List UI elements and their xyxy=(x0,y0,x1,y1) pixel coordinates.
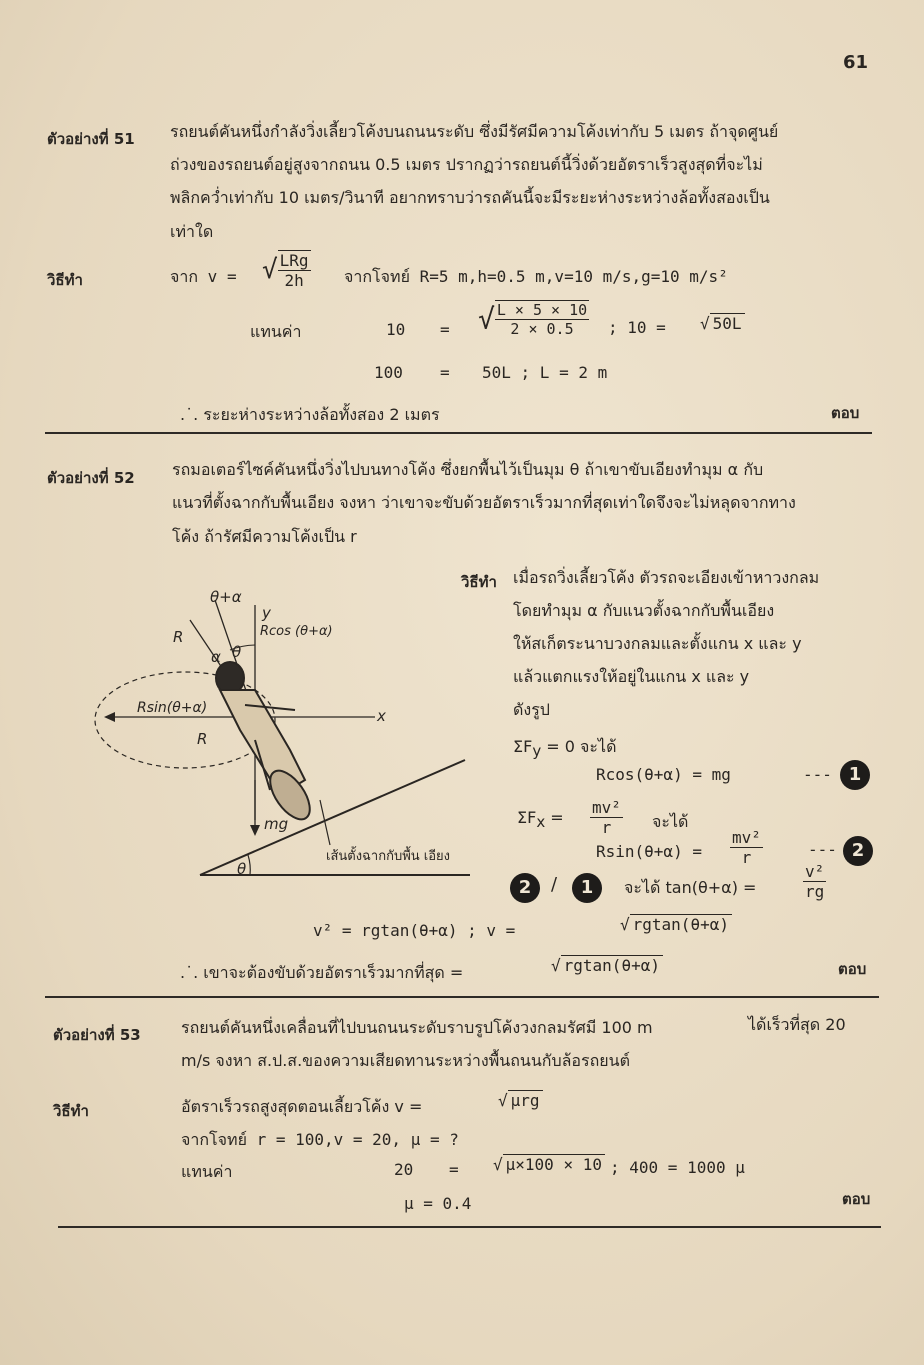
example-53-question-line-1b: ได้เร็วที่สุด 20 xyxy=(748,1015,846,1034)
mu-result: μ = 0.4 xyxy=(404,1194,472,1213)
example-52-label: ตัวอย่างที่ 52 xyxy=(47,469,135,487)
velocity-sqrt: √ rgtan(θ+α) xyxy=(620,914,732,934)
divide-marker-2: 2 xyxy=(510,873,540,903)
sum-fx-result: จะได้ xyxy=(652,812,689,831)
equation-marker-2: 2 xyxy=(843,836,873,866)
example-51-conclusion: .˙. ระยะห่างระหว่างล้อทั้งสอง 2 เมตร xyxy=(180,405,440,424)
example-52-conclusion: .˙. เขาจะต้องขับด้วยอัตราเร็วมากที่สุด = xyxy=(180,963,464,982)
substitute-label: แทนค่า xyxy=(181,1162,233,1181)
example-52-question-line-3: โค้ง ถ้ารัศมีความโค้งเป็น r xyxy=(172,527,357,546)
answer-label: ตอบ xyxy=(842,1190,871,1208)
fraction-numerator: LRg xyxy=(279,251,309,270)
equation-2: Rsin(θ+α) = xyxy=(596,842,702,861)
example-51-solution-label: วิธีทำ xyxy=(47,271,83,289)
example-52-solution-line-5: ดังรูป xyxy=(513,700,550,719)
page-number: 61 xyxy=(843,52,869,73)
example-51-question-line-1: รถยนต์คันหนึ่งกำลังวิ่งเลี้ยวโค้งบนถนนระดับ ซึ่งมีรัศมีความโค้งเท่ากับ 5 เมตร ถ้าจุดศูนย์ xyxy=(170,122,779,141)
base-angle-arc xyxy=(248,855,250,875)
equation-1: Rcos(θ+α) = mg xyxy=(596,765,731,784)
fraction-denominator: 2h xyxy=(284,271,304,290)
conclusion-sqrt: √ rgtan(θ+α) xyxy=(551,955,663,975)
fig-label-y: y xyxy=(262,604,271,622)
example-52-question-line-1: รถมอเตอร์ไซค์คันหนึ่งวิ่งไปบนทางโค้ง ซึ่งยกพื้นไว้เป็นมุม θ ถ้าเขาขับเอียงทำมุม α กับ xyxy=(172,460,764,479)
fig-label-alpha: α xyxy=(211,648,221,666)
fraction-denominator: 2 × 0.5 xyxy=(510,320,574,338)
substitute-lhs: 20 xyxy=(394,1160,414,1179)
example-51-question-line-3: พลิกคว่ำเท่ากับ 10 เมตร/วินาที อยากทราบว่ารถคันนี้จะมีระยะห่างระหว่างล้อทั้งสองเป็น xyxy=(170,188,770,207)
example-53-solution-label: วิธีทำ xyxy=(53,1102,89,1120)
fig-label-r-horizontal: R xyxy=(197,730,208,748)
example-52-solution-label: วิธีทำ xyxy=(461,573,497,591)
velocity-equation: v² = rgtan(θ+α) ; v = xyxy=(313,921,516,940)
example-53-label: ตัวอย่างที่ 53 xyxy=(53,1026,141,1044)
example-51-label: ตัวอย่างที่ 51 xyxy=(47,130,135,148)
mu-rg-sqrt: √ μrg xyxy=(498,1090,543,1110)
equation-2-dash: --- xyxy=(808,840,837,859)
example-53-solution-line-2: จากโจทย์ r = 100,v = 20, μ = ? xyxy=(181,1130,459,1149)
example-53-question-line-2: m/s จงหา ส.ป.ส.ของความเสียดทานระหว่างพื้นถนนกับล้อรถยนต์ xyxy=(181,1051,630,1070)
equation-marker-1: 1 xyxy=(840,760,870,790)
equation-1-dash: --- xyxy=(803,765,832,784)
substitute-lhs: 10 xyxy=(386,320,406,339)
centripetal-arrowhead xyxy=(104,712,115,722)
example-53-solution-line-1: อัตราเร็วรถสูงสุดตอนเลี้ยวโค้ง v = xyxy=(181,1097,423,1116)
equation-2-fraction: $\frac{\text{mv²}}{r}$ xyxy=(732,828,761,867)
example-52-solution-line-1: เมื่อรถวิ่งเลี้ยวโค้ง ตัวรถจะเอียงเข้าหาวงกลม xyxy=(513,568,820,587)
sqrt-50l: √ 50L xyxy=(700,313,745,333)
section-divider xyxy=(58,1226,881,1228)
example-52-solution-line-2: โดยทำมุม α กับแนวตั้งฉากกับพื้นเอียง xyxy=(513,601,775,620)
fraction-numerator: L × 5 × 10 xyxy=(496,301,588,319)
sum-fy-equation: $\Sigma F_y = 0$ จะได้ xyxy=(513,737,617,761)
fig-label-theta: θ xyxy=(232,643,242,661)
tan-fraction: $\frac{\text{v²}}{rg}$ xyxy=(805,862,825,901)
divide-slash: / xyxy=(551,874,558,895)
substitute-rest: ; 400 = 1000 μ xyxy=(610,1158,745,1177)
equals-sign: = xyxy=(440,320,450,339)
sum-fx-fraction: $\frac{\text{mv²}}{r}$ xyxy=(592,798,621,837)
section-divider xyxy=(45,432,872,434)
fig-label-rsin: Rsin(θ+α) xyxy=(137,700,208,716)
fig-label-x: x xyxy=(377,707,386,725)
step-result: 50L ; L = 2 m xyxy=(482,363,608,382)
substitute-label: แทนค่า xyxy=(250,322,302,341)
equals-sign: = xyxy=(440,363,450,382)
example-51-question-line-2: ถ่วงของรถยนต์อยู่สูงจากถนน 0.5 เมตร ปรากฏว่ารถยนต์นี้วิ่งด้วยอัตราเร็วสูงสุดที่จะไม่ xyxy=(170,155,763,174)
example-52-question-line-2: แนวที่ตั้งฉากกับพื้นเอียง จงหา ว่าเขาจะขับด้วยอัตราเร็วมากที่สุดเท่าใดจึงจะไม่หลุดจากทาง xyxy=(172,493,796,512)
tan-equation: จะได้ tan(θ+α) = xyxy=(624,878,757,897)
fig-label-perpendicular-line: เส้นตั้งฉากกับพื้น เอียง xyxy=(326,849,451,864)
substitute-sqrt-fraction: √ $\frac{L \times 5 \times 10}{2 \times 0.5}$ xyxy=(478,301,588,338)
section-divider xyxy=(45,996,879,998)
formula-sqrt-lrg: √ $\frac{\text{LRg}}{2h}$ xyxy=(262,251,309,290)
fig-label-r: R xyxy=(173,628,184,646)
step-lhs-100: 100 xyxy=(374,363,403,382)
example-52-solution-line-3: ให้สเก็ตระนาบวงกลมและตั้งแกน x และ y xyxy=(513,634,802,653)
substitute-sqrt: √ μ×100 × 10 xyxy=(493,1154,605,1174)
fig-label-mg: mg xyxy=(264,815,289,833)
answer-label: ตอบ xyxy=(838,960,867,978)
weight-arrowhead xyxy=(250,825,260,836)
fig-label-base-theta: θ xyxy=(237,860,247,878)
divide-marker-1: 1 xyxy=(572,873,602,903)
equals-sign: = xyxy=(449,1160,459,1179)
motorcycle-rider-illustration xyxy=(216,662,318,826)
fig-label-theta-alpha: θ+α xyxy=(210,588,242,606)
fig-label-rcos: Rcos (θ+α) xyxy=(260,624,333,639)
given-values: จากโจทย์ R=5 m,h=0.5 m,v=10 m/s,g=10 m/s² xyxy=(344,267,728,286)
example-53-question-line-1: รถยนต์คันหนึ่งเคลื่อนที่ไปบนถนนระดับราบรูปโค้งวงกลมรัศมี 100 m xyxy=(181,1018,653,1037)
substitute-rest: ; 10 = xyxy=(608,318,666,337)
formula-from-v: จาก v = xyxy=(170,267,237,286)
example-51-question-line-4: เท่าใด xyxy=(170,222,214,241)
sum-fx-label: $\Sigma F_x$ = xyxy=(517,808,564,832)
answer-label: ตอบ xyxy=(831,404,860,422)
example-52-solution-line-4: แล้วแตกแรงให้อยู่ในแกน x และ y xyxy=(513,667,750,686)
